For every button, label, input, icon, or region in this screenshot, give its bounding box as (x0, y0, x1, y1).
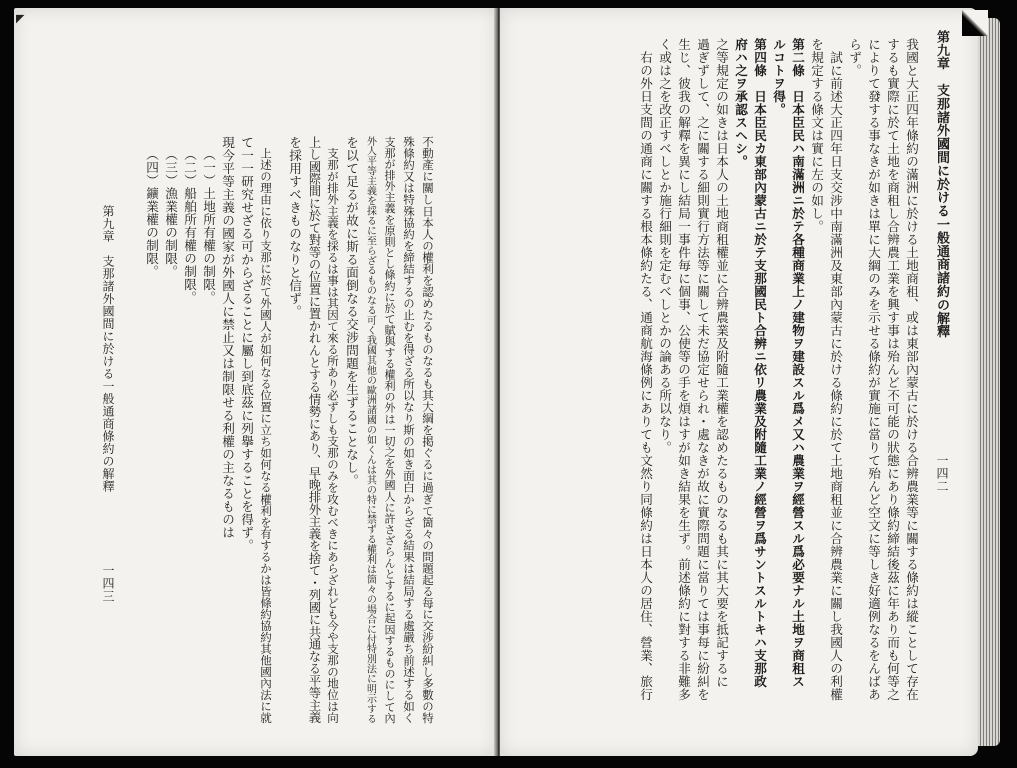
right-body-line: 右の外日支間の通商に關する根本條約たる、通商航海條例にありても文然り同條約は日本人の居住、營業、旅行 (638, 38, 653, 701)
left-body-line: 上し國際間に於て對等の位置に置かれんとする情勢にあり、早晚排外主義を捨て・列國に共通なる平等主義 (307, 136, 321, 724)
right-body-line: 生じ、彼我の解釋を異にし結局一事件毎に個事、公使等の手を煩はすが如き結果を生ず。前述條約に對する非難多 (676, 38, 691, 701)
right-article-line: 第二條 日本臣民ハ南滿洲ニ於テ各種商業上ノ建物ヲ建設スル爲メ又ハ農業ヲ經營スル爲必要ナル土地ヲ商租ス (790, 38, 805, 688)
right-body-line: 之等規定の如きは日本人の土地商租權並に合辨農業及附隨工業權を認めたるものなるも其に其大要を抵記するに (714, 38, 729, 688)
left-list-item: （四）鑛業權の制限。 (144, 148, 159, 278)
left-list-item: （三）漁業權の制限。 (163, 148, 178, 278)
right-body-line: 試に前述大正四年日支交涉中南滿洲及東部內蒙古に於ける條約に於て土地商租並に合辨農業に關し我國人の利權 (828, 38, 843, 701)
left-body-line: 支那が排外主義を採るは事は其因て來る所あり必ずしも支那のみを攻むべきにあらざれども今や支那の地位は向 (326, 136, 340, 724)
left-body-line: 現今平等主義の國家が外國人に禁止又は制限せる利權の主なるものは (220, 136, 235, 539)
left-list-item: （二）船舶所有權の制限。 (182, 148, 197, 304)
left-list-item: （一）土地所有權の制限。 (201, 148, 216, 304)
right-body-line: を規定する條文は實に左の如し。 (809, 38, 824, 233)
right-page-number: 一四二 (935, 454, 949, 493)
left-page-number: 一四三 (101, 564, 115, 603)
right-page (500, 8, 978, 756)
left-body-line: て一一研究せざる可からざることに屬し到底茲に列擧することを得ず。 (239, 136, 254, 552)
right-article-line: 府ハ之ヲ承認スヘシ。 (733, 38, 748, 168)
right-body-line: するも實際に於て土地を商租し合辨農工業を興す事は殆んど不可能の狀態にあり條約締結後茲に年あり而も何等之 (885, 38, 900, 701)
right-body-line: く或は之を改正すべしとか施行細則を定むべしとかの論ある所以なり。 (657, 38, 672, 454)
left-body-line: 上述の理由に依り支那に於て外國人が如何なる位置に立ち如何なる權利を有するかは皆條約協約其他國內法に就 (259, 136, 273, 724)
left-body-line: を採用すべきものなりと信ず。 (287, 136, 302, 318)
left-page-header: 第九章 支那諸外國間に於ける一般通商條約の解釋 (101, 205, 115, 493)
page-stack-edges (978, 18, 1000, 746)
left-body-line: を以て足るが故に斯る面倒なる交涉問題を生ずることなし。 (344, 136, 359, 487)
right-article-line: ルコトヲ得。 (771, 38, 786, 116)
left-body-line: 不動產に關し日本人の權利を認めたるものなるも其大綱を掲ぐるに過ぎて箇々の問題起る每に交涉紛糾し多數の特 (421, 136, 435, 724)
right-body-line: らず。 (847, 38, 862, 77)
right-article-line: 第四條 日本臣民カ東部內蒙古ニ於テ支那國民ト合辨ニ依リ農業及附隨工業ノ經營ヲ爲サントスルトキハ支那政 (752, 38, 767, 688)
right-body-line: によりて發する事なきが如きは單に大綱のみを示せる條約が實施に當りて殆んど空文に等しき好適例なるをんばあ (866, 38, 881, 701)
page-corner-fold (962, 10, 988, 36)
right-body-line: 過ぎずして、之に關する細則實行方法等に關して未だ協定せられ・處なきが故に實際問題に當りては事每に紛糾を (695, 38, 710, 701)
right-body-line: 我國と大正四年條約の滿洲に於ける土地商租、或は東部內蒙古に於ける合辨農業等に關する條約は縱ことして存在 (904, 38, 919, 701)
right-page-header: 第九章 支那諸外國間に於ける一般通商諸約の解釋 (934, 30, 949, 339)
scan-mark: ◤ (16, 12, 25, 25)
left-body-line: 殊條約又は特殊協約を締結するの止むを得ざる所以なり斯の如き面白からざる結果は結局する處嚴ち前述する如く (402, 136, 416, 724)
left-body-line: 支那が排外主義を原則とし條約に於て賦與する權利の外は一切之を外國人に許さざらんとするに起因するものにして內 (383, 136, 396, 724)
left-page (14, 8, 496, 756)
left-body-line: 外人平等主義を採るに至らざるものなる可く我國其他の歐洲諸國の如くんは其の特に禁ずる權利は箇々の場合に付特別法に明示する (365, 136, 376, 724)
